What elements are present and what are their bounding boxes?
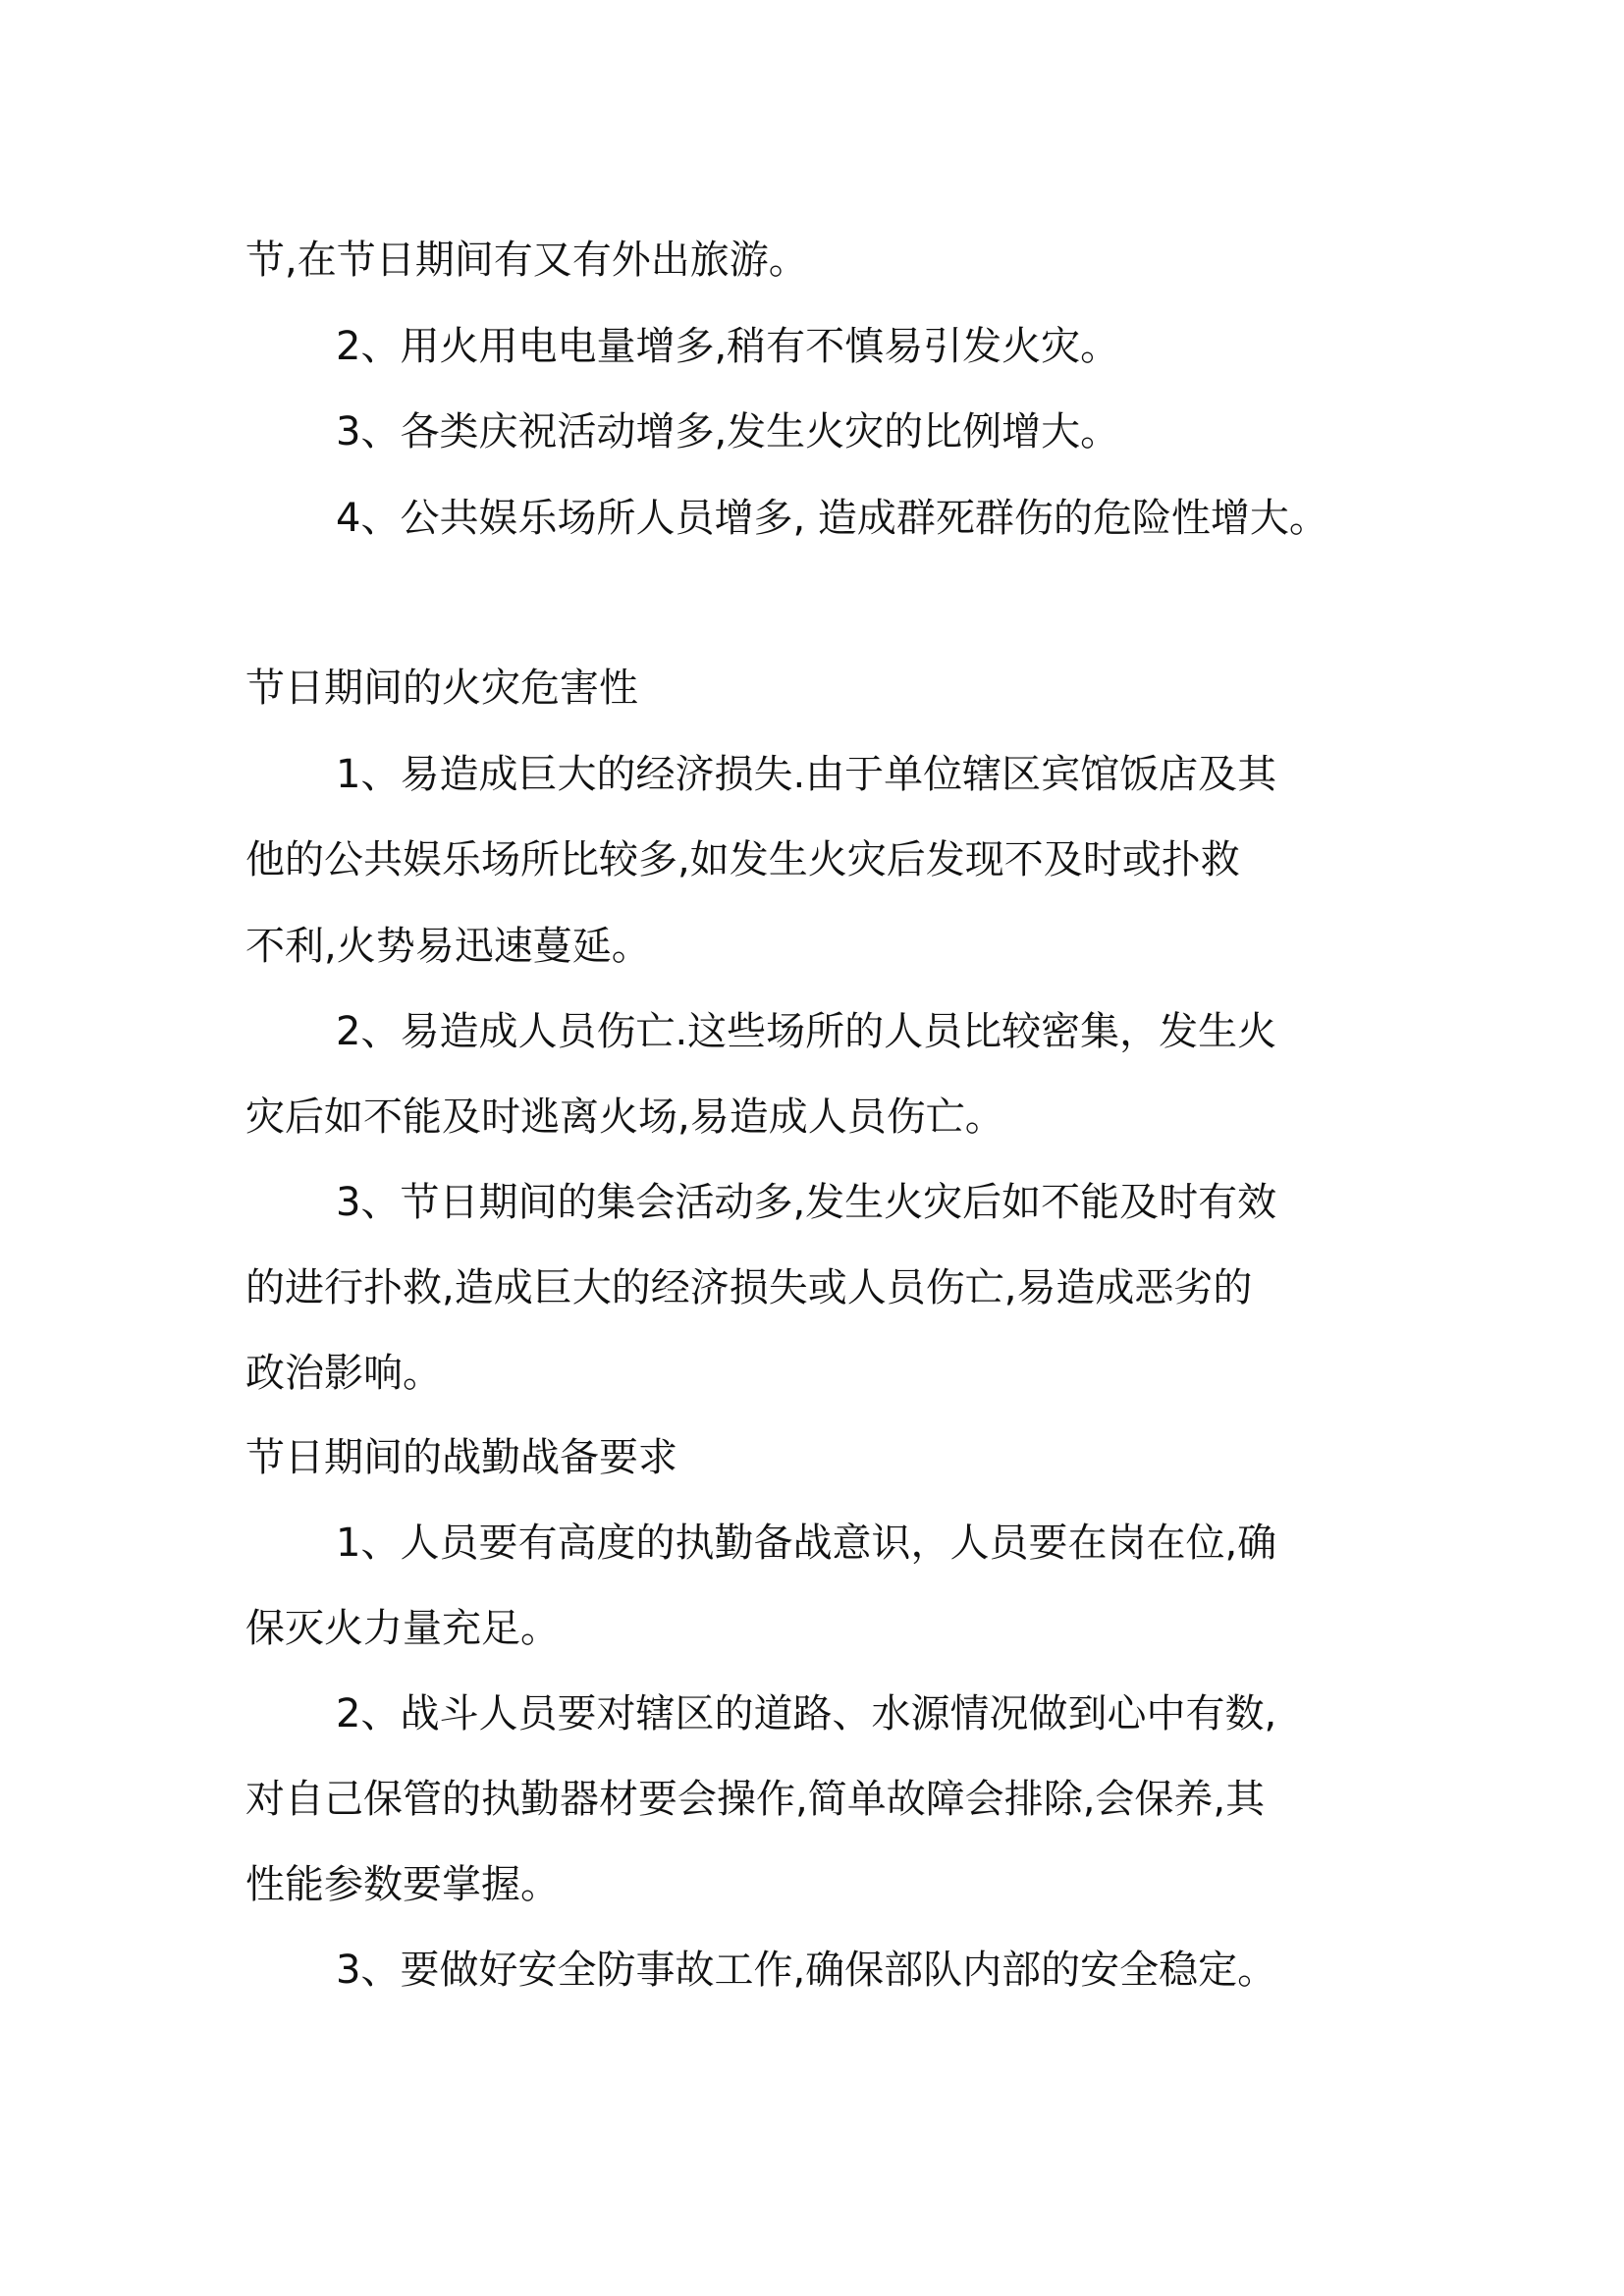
- list-item: 2、用火用电电量增多,稍有不慎易引发火灾。: [336, 324, 1120, 369]
- paragraph-line: 他的公共娱乐场所比较多,如发生火灾后发现不及时或扑救: [245, 837, 1240, 882]
- list-item: 2、易造成人员伤亡.这些场所的人员比较密集，发生火: [336, 1009, 1277, 1054]
- section-heading: 节日期间的火灾危害性: [245, 666, 638, 711]
- paragraph-line: 对自己保管的执勤器材要会操作,简单故障会排除,会保养,其: [245, 1777, 1266, 1822]
- list-item: 3、节日期间的集会活动多,发生火灾后如不能及时有效: [336, 1180, 1277, 1225]
- list-item: 1、人员要有高度的执勤备战意识，人员要在岗在位,确: [336, 1521, 1277, 1566]
- paragraph-line: 的进行扑救,造成巨大的经济损失或人员伤亡,易造成恶劣的: [245, 1265, 1253, 1310]
- paragraph-line: 性能参数要掌握。: [245, 1862, 560, 1907]
- list-item: 1、易造成巨大的经济损失.由于单位辖区宾馆饭店及其: [336, 752, 1277, 797]
- list-item: 3、要做好安全防事故工作,确保部队内部的安全稳定。: [336, 1948, 1277, 1993]
- section-heading: 节日期间的战勤战备要求: [245, 1435, 677, 1480]
- paragraph-line: 节,在节日期间有又有外出旅游。: [245, 238, 808, 283]
- paragraph-line: 保灭火力量充足。: [245, 1606, 560, 1651]
- list-item: 3、各类庆祝活动增多,发生火灾的比例增大。: [336, 409, 1120, 454]
- list-item: 2、战斗人员要对辖区的道路、水源情况做到心中有数,: [336, 1691, 1277, 1736]
- paragraph-line: 不利,火势易迅速蔓延。: [245, 924, 651, 969]
- paragraph-line: 政治影响。: [245, 1351, 442, 1396]
- paragraph-line: 灾后如不能及时逃离火场,易造成人员伤亡。: [245, 1095, 1004, 1140]
- list-item: 4、公共娱乐场所人员增多, 造成群死群伤的危险性增大。: [336, 496, 1328, 541]
